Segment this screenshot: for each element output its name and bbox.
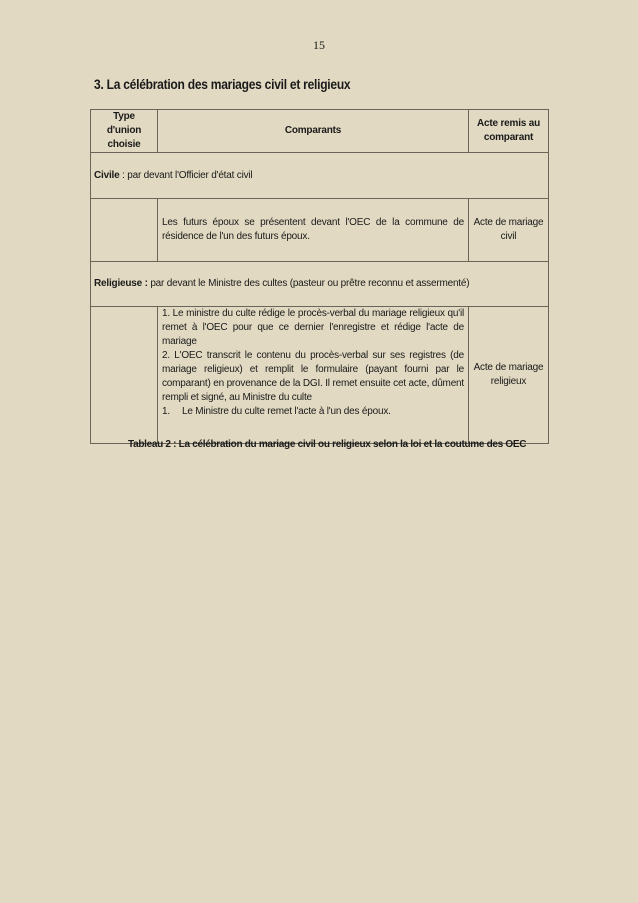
religieuse-cell xyxy=(91,262,549,307)
section-heading: 3. La célébration des mariages civil et religieux xyxy=(94,76,351,92)
table-caption: Tableau 2 : La célébration du mariage civil ou religieux selon la loi et la coutume des OEC xyxy=(128,439,527,450)
religieuse-step-1: 1. Le ministre du culte rédige le procès-verbal du mariage religieux qu'il remet à l'OEC pour que ce dernier l'enregistre et rédige l'acte de mariage xyxy=(162,308,464,347)
civile-cell xyxy=(91,153,549,199)
marriage-table xyxy=(90,109,549,444)
civile-description: : par devant l'Officier d'état civil xyxy=(119,169,253,181)
religieuse-comparants xyxy=(158,307,469,444)
civile-comparants: Les futurs époux se présentent devant l'OEC de la commune de résidence de l'un des futurs époux. xyxy=(158,199,469,262)
header-type: Type d'union choisie xyxy=(91,110,158,153)
religieuse-type-empty xyxy=(91,307,158,444)
religieuse-step-3-text: Le Ministre du culte remet l'acte à l'un des époux. xyxy=(182,406,391,417)
religieuse-step-3 xyxy=(162,405,464,419)
religieuse-description: par devant le Ministre des cultes (pasteur ou prêtre reconnu et assermenté) xyxy=(147,278,470,289)
header-comparants: Comparants xyxy=(158,110,469,153)
table-row-religieuse-detail xyxy=(91,307,549,444)
civile-acte: Acte de mariage civil xyxy=(469,199,549,262)
civile-label: Civile xyxy=(94,169,120,181)
religieuse-label: Religieuse : xyxy=(94,278,148,289)
civile-type-empty xyxy=(91,199,158,262)
table-row-religieuse xyxy=(91,262,549,307)
table-row-civile xyxy=(91,153,549,199)
religieuse-acte: Acte de mariage religieux xyxy=(469,307,549,444)
religieuse-step-3-number: 1. xyxy=(162,406,170,417)
header-acte: Acte remis au comparant xyxy=(469,110,549,153)
religieuse-step-2: 2. L'OEC transcrit le contenu du procès-verbal sur ses registres (de mariage religieux) et remplit le formulaire (payant fourni par le comparant) en provenance de la DGI. Il remet ensuite cet acte, dûment rempli et signé, au Ministre du culte xyxy=(162,350,464,403)
table-row-civile-detail xyxy=(91,199,549,262)
table-header-row xyxy=(91,110,549,153)
page-number: 15 xyxy=(313,38,325,52)
